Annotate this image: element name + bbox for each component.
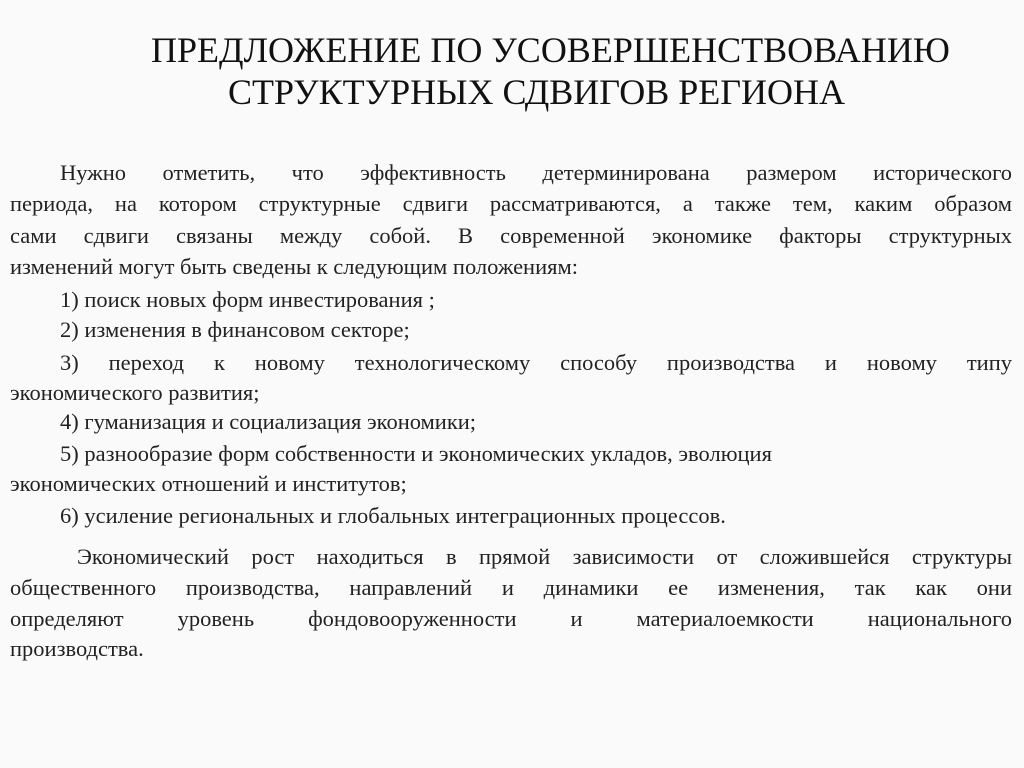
list-item-3-line-2: экономического развития; bbox=[10, 380, 260, 405]
conclusion-line-2: общественного производства, направлений и динамики ее изменения, так как они bbox=[10, 575, 1012, 600]
list-item-4: 4) гуманизация и социализация экономики; bbox=[60, 409, 477, 434]
intro-line-3: сами сдвиги связаны между собой. В современной экономике факторы структурных bbox=[10, 223, 1012, 248]
intro-line-2: периода, на котором структурные сдвиги рассматриваются, а также тем, каким образом bbox=[10, 191, 1012, 216]
list-item-2: 2) изменения в финансовом секторе; bbox=[60, 317, 410, 342]
list-item-5-line-1: 5) разнообразие форм собственности и экономических укладов, эволюция bbox=[60, 441, 772, 466]
conclusion-line-1: Экономический рост находиться в прямой зависимости от сложившейся структуры bbox=[77, 544, 1012, 569]
list-item-1: 1) поиск новых форм инвестирования ; bbox=[60, 287, 435, 312]
list-item-3-line-1: 3) переход к новому технологическому способу производства и новому типу bbox=[60, 350, 1012, 375]
intro-line-4: изменений могут быть сведены к следующим положениям: bbox=[10, 254, 578, 279]
intro-line-1: Нужно отметить, что эффективность детерминирована размером исторического bbox=[60, 160, 1012, 185]
conclusion-line-3: определяют уровень фондовооруженности и материалоемкости национального bbox=[10, 606, 1012, 631]
list-item-6: 6) усиление региональных и глобальных интеграционных процессов. bbox=[60, 503, 726, 528]
conclusion-line-4: производства. bbox=[10, 636, 144, 661]
page-title-line-1: ПРЕДЛОЖЕНИЕ ПО УСОВЕРШЕНСТВОВАНИЮ bbox=[151, 30, 950, 70]
list-item-5-line-2: экономических отношений и институтов; bbox=[10, 471, 407, 496]
page-title-line-2: СТРУКТУРНЫХ СДВИГОВ РЕГИОНА bbox=[228, 72, 846, 112]
